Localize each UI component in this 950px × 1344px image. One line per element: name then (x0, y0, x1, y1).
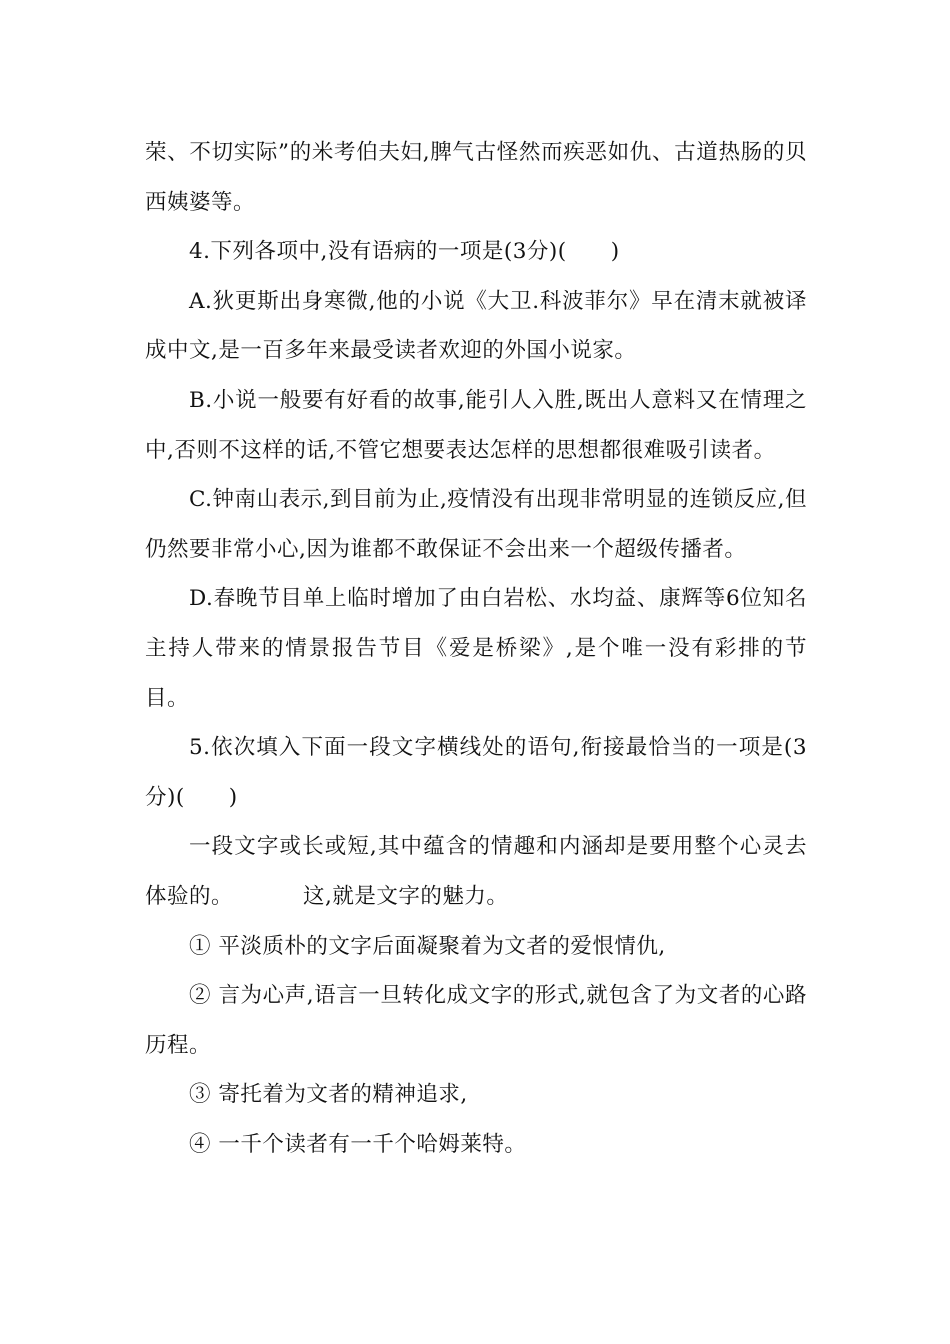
question-5-passage (145, 822, 807, 921)
sentence-option-1: ① 平淡质朴的文字后面凝聚着为文者的爱恨情仇, (189, 933, 666, 959)
question-4-stem: 4.下列各项中,没有语病的一项是(3分)( ) (189, 239, 620, 265)
question-4-option-b: B.小说一般要有好看的故事,能引人入胜,既出人意料又在情理之中,否则不这样的话,不管它想要表达怎样的思想都很难吸引读者。 (145, 387, 807, 463)
sentence-option-4: ④ 一千个读者有一千个哈姆莱特。 (189, 1131, 527, 1157)
paragraph-continuation: 荣、不切实际”的米考伯夫妇,脾气古怪然而疾恶如仇、古道热肠的贝西姨婆等。 (145, 140, 807, 215)
question-4-option-c: C.钟南山表示,到目前为止,疫情没有出现非常明显的连锁反应,但仍然要非常小心,因为谁都不敢保证不会出来一个超级传播者。 (145, 487, 807, 562)
question-5-passage-second: 这,就是文字的魅力。 (303, 883, 509, 909)
question-4-option-d: D.春晚节目单上临时增加了由白岩松、水均益、康辉等6位知名主持人带来的情景报告节目《爱是桥梁》,是个唯一没有彩排的节目。 (145, 586, 807, 711)
question-5-stem: 5.依次填入下面一段文字横线处的语句,衔接最恰当的一项是(3分)( ) (145, 735, 807, 810)
document-page (145, 128, 807, 1169)
sentence-option-2: ② 言为心声,语言一旦转化成文字的形式,就包含了为文者的心路历程。 (145, 983, 807, 1058)
question-5-passage-first: 一段文字或长或短,其中蕴含的情趣和内涵却是要用整个心灵去体验的。 (145, 834, 807, 909)
question-4-option-a: A.狄更斯出身寒微,他的小说《大卫.科波菲尔》早在清末就被译成中文,是一百多年来最受读者欢迎的外国小说家。 (145, 288, 807, 364)
sentence-option-3: ③ 寄托着为文者的精神追求, (189, 1082, 468, 1108)
